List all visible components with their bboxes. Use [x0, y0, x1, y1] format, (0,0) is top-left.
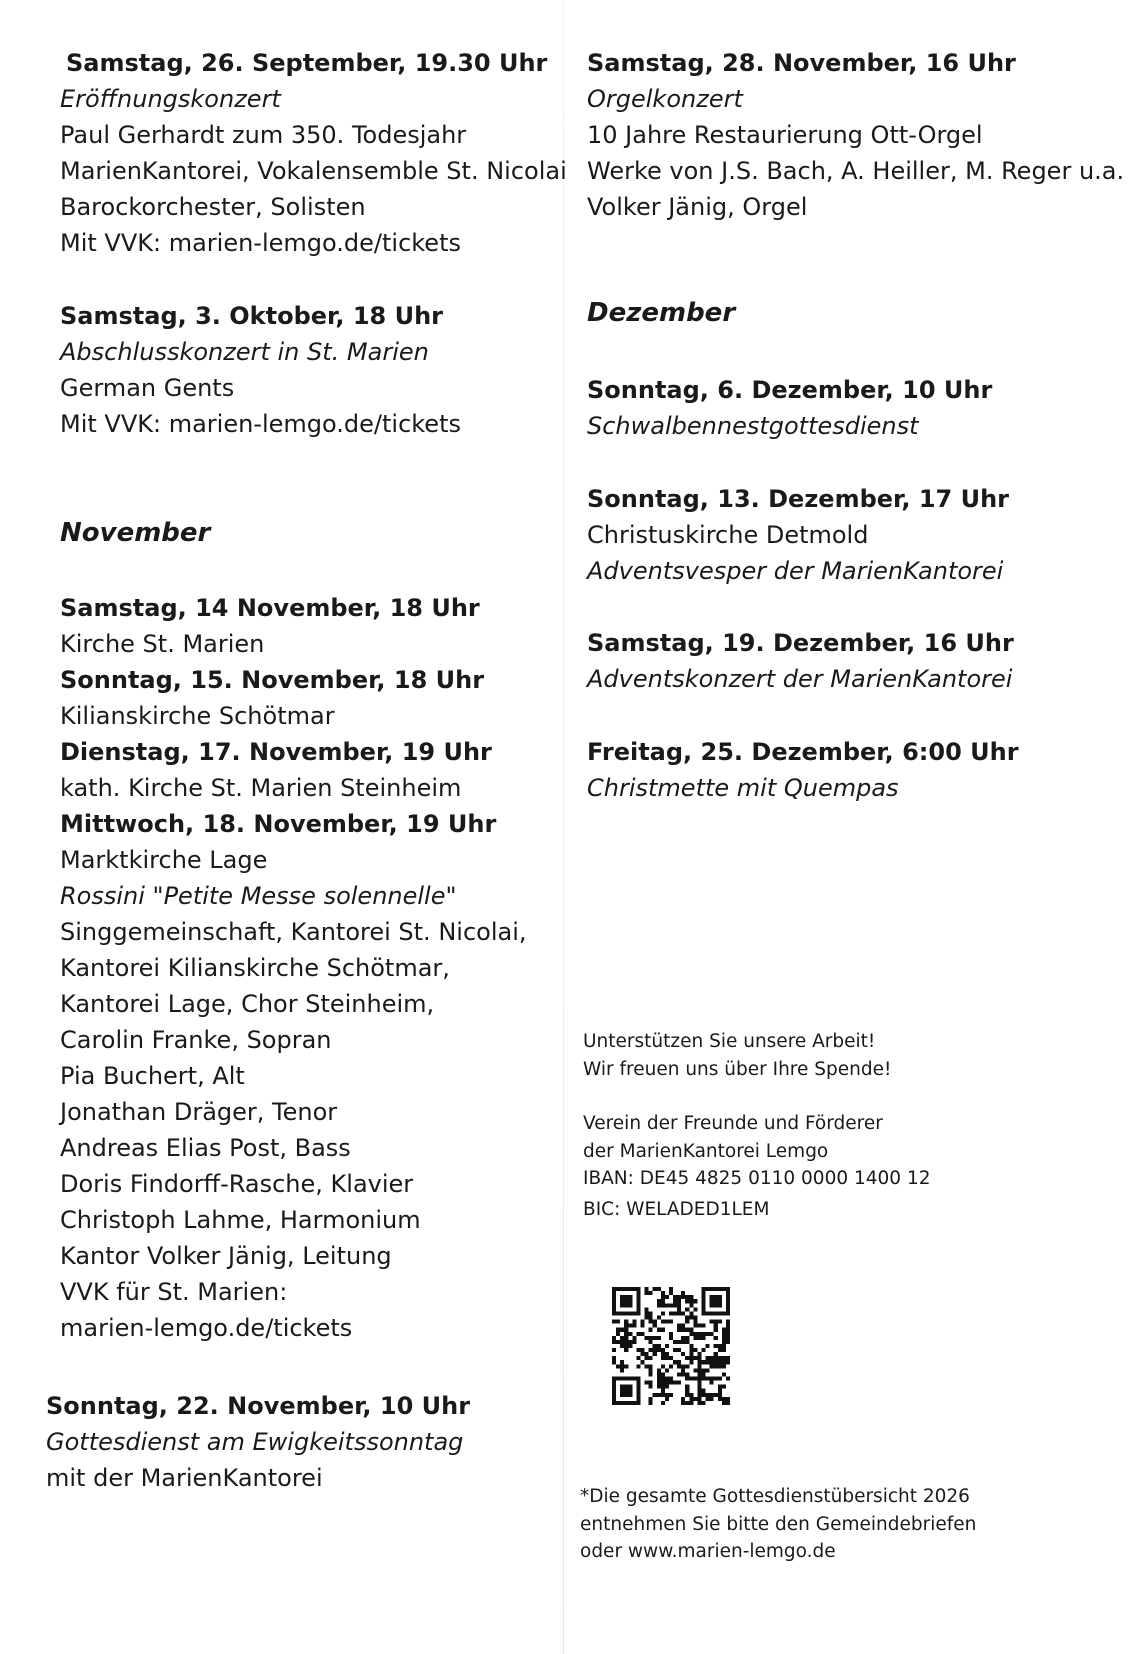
- performer-line: Jonathan Dräger, Tenor: [60, 1098, 338, 1126]
- event-sep26-body: [60, 81, 567, 261]
- event-heading: Dienstag, 17. November, 19 Uhr: [60, 738, 492, 766]
- event-title: Christmette mit Quempas: [587, 774, 899, 802]
- event-heading: Sonntag, 13. Dezember, 17 Uhr: [587, 485, 1009, 513]
- footnote-text: *Die gesamte Gottesdienstübersicht 2026: [580, 1486, 970, 1507]
- event-line: Mit VVK: marien-lemgo.de/tickets: [60, 229, 461, 257]
- event-dec19: [587, 625, 1014, 697]
- event-line: Mit VVK: marien-lemgo.de/tickets: [60, 410, 461, 438]
- verein-text: der MarienKantorei Lemgo: [583, 1140, 829, 1162]
- event-title: Abschlusskonzert in St. Marien: [60, 338, 429, 366]
- iban-text: IBAN: DE45 4825 0110 0000 1400 12: [583, 1168, 931, 1189]
- event-line: Paul Gerhardt zum 350. Todesjahr: [60, 121, 467, 149]
- event-heading: Samstag, 3. Oktober, 18 Uhr: [60, 302, 443, 330]
- performer-line: Kantor Volker Jänig, Leitung: [60, 1242, 392, 1270]
- performer-line: Christoph Lahme, Harmonium: [60, 1206, 421, 1234]
- footnote-text: entnehmen Sie bitte den Gemeindebriefen: [580, 1513, 977, 1535]
- event-place: kath. Kirche St. Marien Steinheim: [60, 774, 462, 802]
- month-header-november: [60, 518, 210, 548]
- november-events: [60, 590, 527, 1346]
- event-heading: Sonntag, 15. November, 18 Uhr: [60, 666, 485, 694]
- event-place: Christuskirche Detmold: [587, 521, 869, 549]
- performer-line: Kantorei Kilianskirche Schötmar,: [60, 954, 450, 982]
- event-nov28: [587, 45, 1124, 225]
- event-title: Rossini "Petite Messe solennelle": [60, 882, 457, 910]
- month-header: November: [60, 518, 211, 548]
- event-place: Marktkirche Lage: [60, 846, 268, 874]
- event-heading: Samstag, 26. September, 19.30 Uhr: [66, 49, 548, 77]
- event-line: MarienKantorei, Vokalensemble St. Nicolai: [60, 157, 567, 185]
- footnote-block: [580, 1483, 976, 1566]
- performer-line: Kantorei Lage, Chor Steinheim,: [60, 990, 435, 1018]
- event-place: Kilianskirche Schötmar: [60, 702, 335, 730]
- event-title: Adventskonzert der MarienKantorei: [587, 665, 1013, 693]
- performer-line: marien-lemgo.de/tickets: [60, 1314, 353, 1342]
- support-text: Wir freuen uns über Ihre Spende!: [583, 1058, 892, 1080]
- performer-line: Carolin Franke, Sopran: [60, 1026, 332, 1054]
- event-dec13: [587, 481, 1009, 589]
- event-oct3: [60, 298, 461, 442]
- month-header: Dezember: [587, 298, 736, 328]
- event-line: Volker Jänig, Orgel: [587, 193, 808, 221]
- event-line: 10 Jahre Restaurierung Ott-Orgel: [587, 121, 983, 149]
- performer-line: Pia Buchert, Alt: [60, 1062, 245, 1090]
- event-title: Gottesdienst am Ewigkeitssonntag: [46, 1428, 464, 1456]
- event-line: mit der MarienKantorei: [46, 1464, 323, 1492]
- event-title: Orgelkonzert: [587, 85, 743, 113]
- event-title: Adventsvesper der MarienKantorei: [587, 557, 1004, 585]
- event-line: Werke von J.S. Bach, A. Heiller, M. Reger u.a.: [587, 157, 1125, 185]
- event-heading: Samstag, 28. November, 16 Uhr: [587, 49, 1016, 77]
- support-block: [583, 1028, 931, 1223]
- event-title: Schwalbennestgottesdienst: [587, 412, 919, 440]
- event-title: Eröffnungskonzert: [60, 85, 281, 113]
- bic-text: BIC: WELADED1LEM: [583, 1198, 770, 1220]
- event-sep26: [66, 45, 547, 81]
- event-heading: Freitag, 25. Dezember, 6:00 Uhr: [587, 738, 1019, 766]
- event-heading: Mittwoch, 18. November, 19 Uhr: [60, 810, 497, 838]
- performer-line: Doris Findorff-Rasche, Klavier: [60, 1170, 414, 1198]
- event-dec6: [587, 372, 992, 444]
- footnote-text: oder www.marien-lemgo.de: [580, 1541, 836, 1562]
- qr-code-icon[interactable]: [612, 1287, 730, 1405]
- support-text: Unterstützen Sie unsere Arbeit!: [583, 1031, 876, 1052]
- event-heading: Samstag, 14 November, 18 Uhr: [60, 594, 480, 622]
- event-heading: Samstag, 19. Dezember, 16 Uhr: [587, 629, 1014, 657]
- event-line: Barockorchester, Solisten: [60, 193, 366, 221]
- event-heading: Sonntag, 22. November, 10 Uhr: [46, 1392, 471, 1420]
- performer-line: Andreas Elias Post, Bass: [60, 1134, 351, 1162]
- event-heading: Sonntag, 6. Dezember, 10 Uhr: [587, 376, 993, 404]
- month-header-dezember: [587, 298, 735, 328]
- event-dec25: [587, 734, 1019, 806]
- event-nov22: [46, 1388, 470, 1496]
- spacer: [583, 1083, 931, 1110]
- performer-line: VVK für St. Marien:: [60, 1278, 288, 1306]
- event-line: German Gents: [60, 374, 235, 402]
- event-place: Kirche St. Marien: [60, 630, 265, 658]
- verein-text: Verein der Freunde und Förderer: [583, 1113, 883, 1134]
- performer-line: Singgemeinschaft, Kantorei St. Nicolai,: [60, 918, 527, 946]
